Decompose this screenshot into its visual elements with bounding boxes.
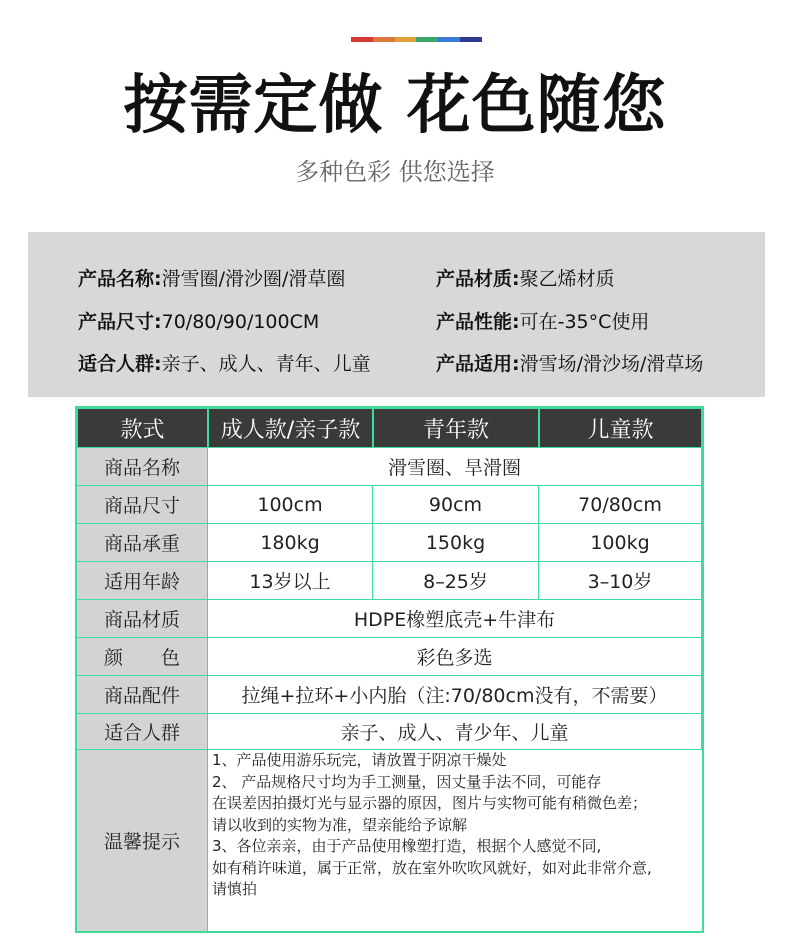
spec-people-label: 适合人群: [78, 353, 162, 375]
spec-usage [436, 351, 703, 377]
spec-size [78, 309, 319, 335]
row-age-label: 适用年龄 [77, 562, 208, 600]
color-segment-red [351, 37, 373, 42]
header-adult: 成人款/亲子款 [208, 408, 373, 448]
row-color-value: 彩色多选 [208, 638, 702, 676]
spec-people-value: 亲子、成人、青年、儿童 [161, 353, 371, 375]
tips-line: 请慎拍 [212, 880, 258, 898]
row-load-adult: 180kg [208, 524, 373, 562]
row-size-child: 70/80cm [539, 486, 702, 524]
row-size-youth: 90cm [373, 486, 539, 524]
row-people-value: 亲子、成人、青少年、儿童 [208, 714, 702, 750]
header-child: 儿童款 [539, 408, 702, 448]
spec-performance-label: 产品性能: [436, 311, 520, 333]
row-load-youth: 150kg [373, 524, 539, 562]
header-style: 款式 [77, 408, 208, 448]
row-material-value: HDPE橡塑底壳+牛津布 [208, 600, 702, 638]
tips-line: 请以收到的实物为准，望亲能给予谅解 [212, 815, 468, 834]
row-name-value: 滑雪圈、旱滑圈 [208, 448, 702, 486]
spec-performance-value: 可在-35°C使用 [519, 311, 650, 333]
row-age-adult: 13岁以上 [208, 562, 373, 600]
row-material-label: 商品材质 [77, 600, 208, 638]
tips-line: 3、各位亲亲，由于产品使用橡塑打造，根据个人感觉不同, [212, 837, 602, 855]
page-title: 按需定做 花色随您 [123, 69, 667, 143]
color-segment-orange [373, 37, 395, 42]
row-color-label: 颜 色 [77, 638, 208, 676]
row-accessories-value: 拉绳+拉环+小内胎（注:70/80cm没有，不需要） [208, 676, 702, 714]
spec-material-label: 产品材质: [436, 268, 520, 290]
tips-line: 在误差因拍摄灯光与显示器的原因，图片与实物可能有稍微色差； [212, 794, 648, 812]
spec-size-value: 70/80/90/100CM [161, 311, 320, 333]
row-size-label: 商品尺寸 [77, 486, 208, 524]
spec-material-value: 聚乙烯材质 [519, 268, 615, 290]
spec-usage-value: 滑雪场/滑沙场/滑草场 [519, 353, 704, 375]
spec-name-value: 滑雪圈/滑沙圈/滑草圈 [161, 268, 346, 290]
tips-text [212, 750, 704, 901]
tips-line: 如有稍许味道，属于正常，放在室外吹吹风就好，如对此非常介意, [212, 858, 652, 877]
color-segment-yellow [395, 37, 417, 42]
color-stripe [351, 37, 482, 42]
spec-panel [28, 232, 765, 397]
color-segment-navy [460, 37, 482, 42]
spec-material [436, 266, 615, 292]
row-load-label: 商品承重 [77, 524, 208, 562]
product-table [75, 406, 704, 933]
spec-size-label: 产品尺寸: [78, 311, 162, 333]
row-age-youth: 8–25岁 [373, 562, 539, 600]
row-name-label: 商品名称 [77, 448, 208, 486]
row-size-adult: 100cm [208, 486, 373, 524]
tips-line: 2、 产品规格尺寸均为手工测量，因丈量手法不同，可能存 [212, 772, 602, 791]
row-age-child: 3–10岁 [539, 562, 702, 600]
spec-name-label: 产品名称: [78, 268, 162, 290]
row-accessories-label: 商品配件 [77, 676, 208, 714]
row-people-label: 适合人群 [77, 714, 208, 750]
spec-name [78, 266, 345, 292]
color-segment-blue [438, 37, 460, 42]
spec-people [78, 351, 371, 377]
header-youth: 青年款 [373, 408, 539, 448]
spec-performance [436, 309, 649, 335]
row-load-child: 100kg [539, 524, 702, 562]
color-segment-green [416, 37, 438, 42]
tips-line: 1、产品使用游乐玩完，请放置于阴凉干燥处 [212, 751, 507, 769]
page-subtitle: 多种色彩 供您选择 [295, 158, 495, 186]
row-tips-label: 温馨提示 [77, 750, 208, 931]
spec-usage-label: 产品适用: [436, 353, 520, 375]
